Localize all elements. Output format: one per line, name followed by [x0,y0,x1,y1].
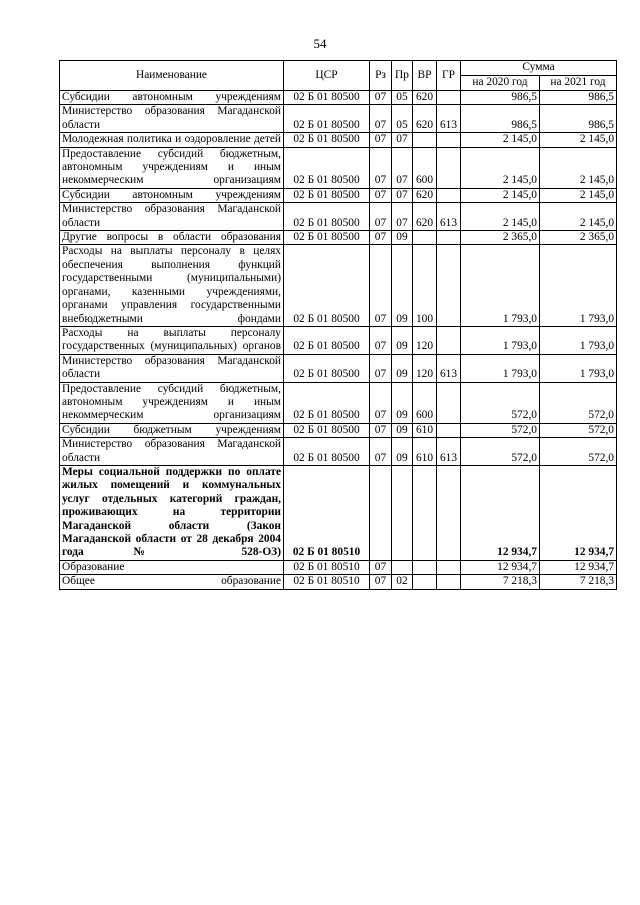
cell-amount-2021: 572,0 [540,382,617,423]
cell-gr: 613 [437,354,461,382]
cell-amount-2021: 986,5 [540,105,617,133]
cell-name: Общее образование [60,575,284,589]
cell-amount-2021: 1 793,0 [540,354,617,382]
cell-pr: 09 [392,231,413,245]
table-row [60,188,617,202]
cell-gr [437,231,461,245]
cell-name: Образование [60,560,284,574]
cell-gr [437,91,461,105]
cell-amount-2021: 7 218,3 [540,575,617,589]
cell-vr: 620 [413,91,437,105]
cell-name: Предоставление субсидий бюджетным, автономным учреждениям и иным некоммерческим организациям [60,147,284,188]
cell-amount-2020: 2 145,0 [461,188,540,202]
cell-csr: 02 Б 01 80500 [284,326,370,354]
cell-gr [437,147,461,188]
cell-pr: 09 [392,245,413,326]
table-row [60,575,617,589]
table-row [60,354,617,382]
cell-amount-2021: 572,0 [540,438,617,466]
table-row [60,91,617,105]
cell-pr: 07 [392,133,413,147]
cell-vr: 600 [413,382,437,423]
cell-amount-2020: 986,5 [461,91,540,105]
cell-pr: 05 [392,105,413,133]
cell-rz: 07 [370,560,392,574]
table-row [60,326,617,354]
header-rz: Рз [370,61,392,91]
cell-pr: 09 [392,382,413,423]
cell-name: Другие вопросы в области образования [60,231,284,245]
cell-vr [413,231,437,245]
cell-pr: 07 [392,188,413,202]
cell-csr: 02 Б 01 80500 [284,382,370,423]
header-vr: ВР [413,61,437,91]
cell-name: Молодежная политика и оздоровление детей [60,133,284,147]
cell-amount-2020: 2 145,0 [461,203,540,231]
cell-amount-2020: 2 365,0 [461,231,540,245]
cell-vr [413,575,437,589]
table-row [60,147,617,188]
cell-amount-2021: 1 793,0 [540,326,617,354]
cell-amount-2020: 1 793,0 [461,245,540,326]
cell-pr [392,465,413,560]
cell-amount-2020: 572,0 [461,423,540,437]
cell-name: Расходы на выплаты персоналу в целях обеспечения выполнения функций государственными (муниципальными) органами, казенными учреждениями, органами управления государственными внебюджетными фондами [60,245,284,326]
cell-amount-2021: 572,0 [540,423,617,437]
cell-rz: 07 [370,575,392,589]
cell-csr: 02 Б 01 80500 [284,438,370,466]
cell-gr [437,465,461,560]
cell-rz: 07 [370,245,392,326]
table-row [60,105,617,133]
table-row [60,423,617,437]
cell-csr: 02 Б 01 80500 [284,91,370,105]
cell-vr [413,133,437,147]
table-row [60,438,617,466]
table-row [60,560,617,574]
cell-rz: 07 [370,423,392,437]
header-year-2020: на 2020 год [461,76,540,91]
cell-csr: 02 Б 01 80500 [284,354,370,382]
cell-csr: 02 Б 01 80510 [284,465,370,560]
cell-amount-2021: 2 365,0 [540,231,617,245]
cell-amount-2020: 2 145,0 [461,147,540,188]
cell-amount-2021: 12 934,7 [540,465,617,560]
cell-rz: 07 [370,382,392,423]
cell-pr [392,560,413,574]
cell-csr: 02 Б 01 80500 [284,423,370,437]
cell-name: Министерство образования Магаданской области [60,354,284,382]
cell-csr: 02 Б 01 80500 [284,231,370,245]
cell-rz: 07 [370,91,392,105]
cell-amount-2020: 2 145,0 [461,133,540,147]
table-row [60,133,617,147]
cell-name: Министерство образования Магаданской области [60,438,284,466]
cell-rz: 07 [370,203,392,231]
header-year-2021: на 2021 год [540,76,617,91]
cell-rz: 07 [370,133,392,147]
cell-gr [437,245,461,326]
cell-gr [437,326,461,354]
header-name: Наименование [60,61,284,91]
cell-pr: 09 [392,354,413,382]
cell-vr: 620 [413,203,437,231]
header-csr: ЦСР [284,61,370,91]
cell-csr: 02 Б 01 80500 [284,188,370,202]
cell-gr [437,423,461,437]
cell-pr: 07 [392,147,413,188]
cell-rz: 07 [370,438,392,466]
cell-gr [437,382,461,423]
cell-name: Меры социальной поддержки по оплате жилых помещений и коммунальных услуг отдельных категорий граждан, проживающих на территории Магаданской области (Закон Магаданской области от 28 декабря 2004 года № 528-ОЗ) [60,465,284,560]
cell-amount-2021: 2 145,0 [540,147,617,188]
cell-amount-2020: 7 218,3 [461,575,540,589]
cell-pr: 09 [392,326,413,354]
table-row [60,465,617,560]
cell-gr [437,188,461,202]
cell-vr: 100 [413,245,437,326]
cell-csr: 02 Б 01 80500 [284,147,370,188]
cell-name: Субсидии автономным учреждениям [60,188,284,202]
cell-rz: 07 [370,326,392,354]
cell-csr: 02 Б 01 80500 [284,133,370,147]
cell-rz: 07 [370,231,392,245]
cell-amount-2020: 1 793,0 [461,326,540,354]
cell-rz: 07 [370,105,392,133]
cell-gr [437,560,461,574]
cell-gr: 613 [437,105,461,133]
cell-vr [413,560,437,574]
cell-pr: 09 [392,423,413,437]
cell-amount-2020: 12 934,7 [461,465,540,560]
cell-amount-2021: 2 145,0 [540,188,617,202]
cell-pr: 02 [392,575,413,589]
cell-csr: 02 Б 01 80510 [284,575,370,589]
table-body [60,91,617,590]
cell-vr [413,465,437,560]
page-number: 54 [313,36,327,51]
table-row [60,231,617,245]
table-row [60,245,617,326]
cell-rz: 07 [370,147,392,188]
budget-table [59,60,617,590]
table-row [60,203,617,231]
header-sum: Сумма [461,61,617,76]
cell-gr: 613 [437,203,461,231]
cell-vr: 600 [413,147,437,188]
cell-name: Министерство образования Магаданской области [60,105,284,133]
cell-vr: 610 [413,423,437,437]
cell-name: Министерство образования Магаданской области [60,203,284,231]
cell-amount-2020: 572,0 [461,438,540,466]
cell-gr: 613 [437,438,461,466]
cell-csr: 02 Б 01 80500 [284,245,370,326]
cell-amount-2021: 986,5 [540,91,617,105]
cell-csr: 02 Б 01 80510 [284,560,370,574]
cell-rz: 07 [370,354,392,382]
cell-name: Расходы на выплаты персоналу государственных (муниципальных) органов [60,326,284,354]
cell-name: Субсидии бюджетным учреждениям [60,423,284,437]
cell-gr [437,133,461,147]
cell-rz [370,465,392,560]
cell-name: Субсидии автономным учреждениям [60,91,284,105]
cell-amount-2020: 1 793,0 [461,354,540,382]
cell-amount-2020: 12 934,7 [461,560,540,574]
cell-rz: 07 [370,188,392,202]
cell-amount-2020: 986,5 [461,105,540,133]
cell-vr: 610 [413,438,437,466]
cell-pr: 09 [392,438,413,466]
cell-amount-2021: 2 145,0 [540,203,617,231]
cell-gr [437,575,461,589]
cell-amount-2021: 2 145,0 [540,133,617,147]
header-pr: Пр [392,61,413,91]
cell-amount-2021: 12 934,7 [540,560,617,574]
table-header-row [60,61,617,76]
header-gr: ГР [437,61,461,91]
cell-vr: 120 [413,326,437,354]
cell-vr: 620 [413,105,437,133]
cell-amount-2020: 572,0 [461,382,540,423]
cell-vr: 620 [413,188,437,202]
cell-pr: 05 [392,91,413,105]
cell-csr: 02 Б 01 80500 [284,203,370,231]
cell-pr: 07 [392,203,413,231]
cell-vr: 120 [413,354,437,382]
cell-name: Предоставление субсидий бюджетным, автономным учреждениям и иным некоммерческим организациям [60,382,284,423]
cell-csr: 02 Б 01 80500 [284,105,370,133]
table-row [60,382,617,423]
cell-amount-2021: 1 793,0 [540,245,617,326]
